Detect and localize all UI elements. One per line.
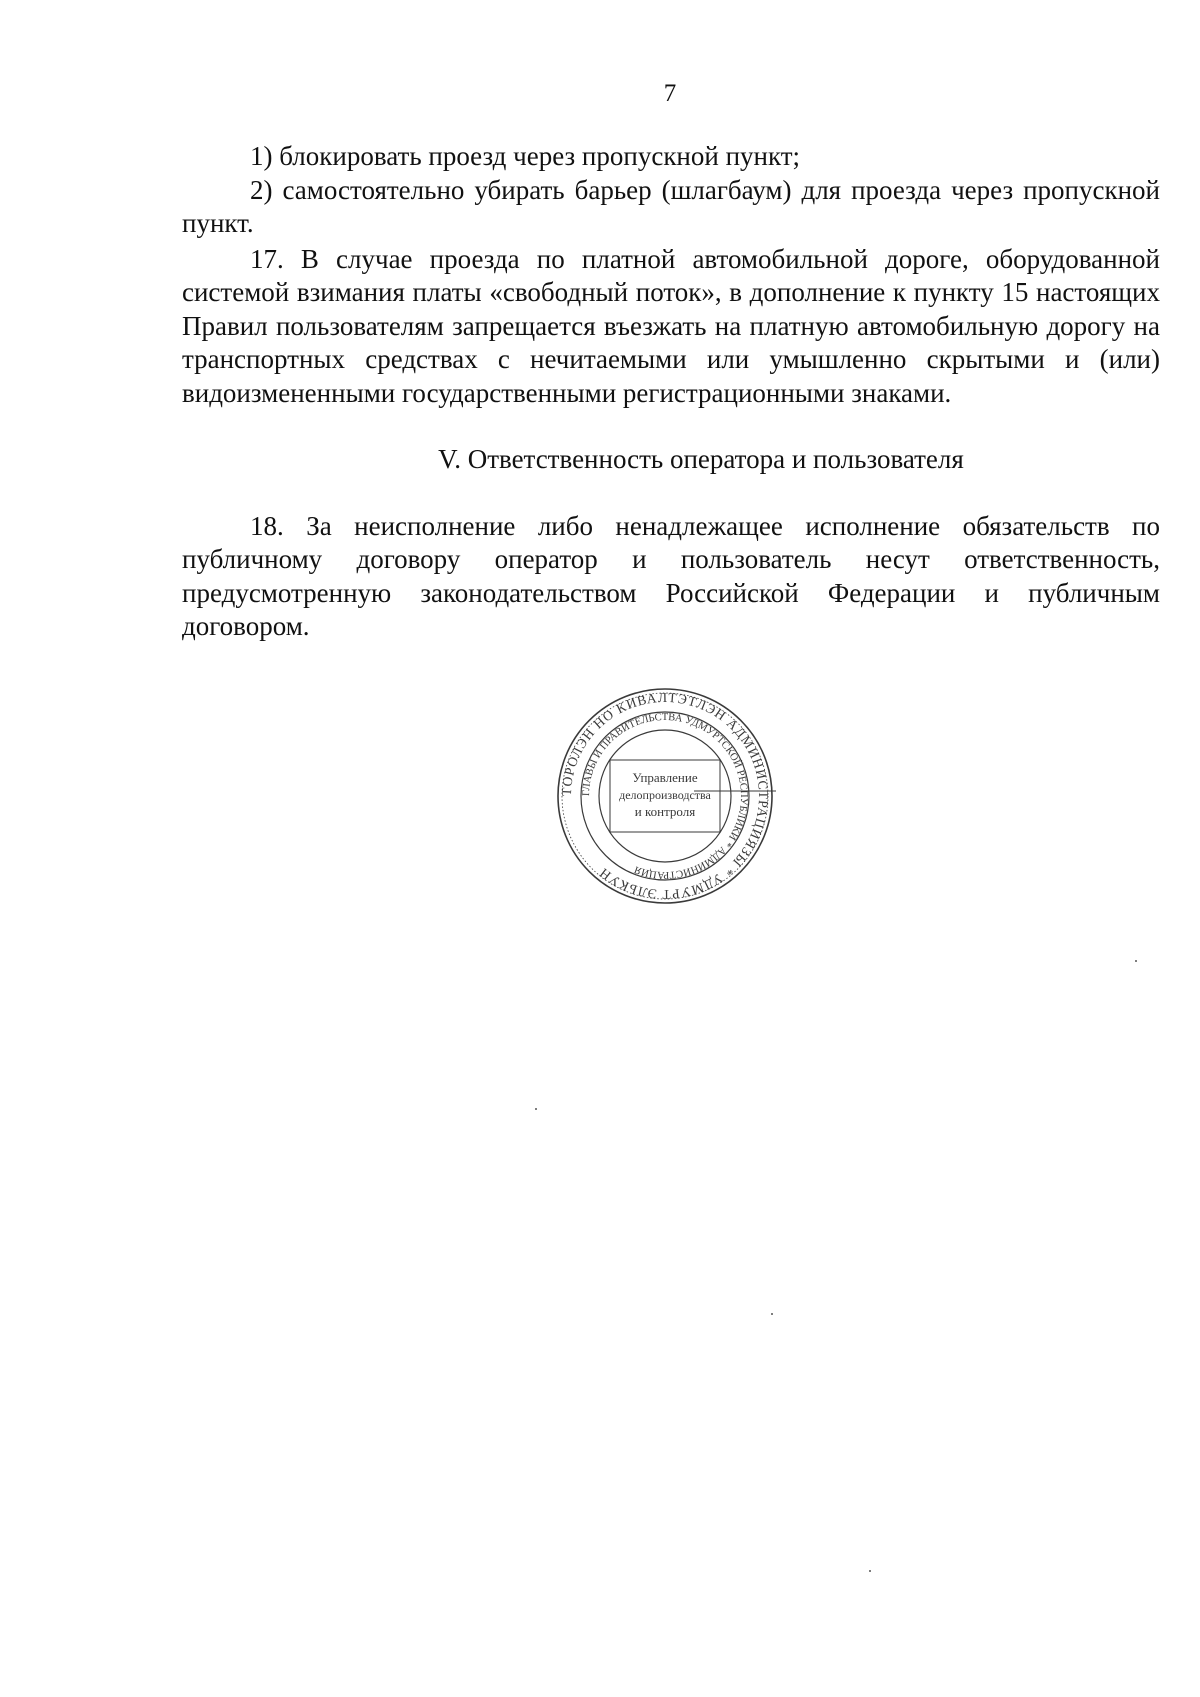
seal-center-line-3: и контроля (634, 804, 696, 819)
official-seal-stamp (554, 685, 776, 907)
paragraph-item-18: 18. За неисполнение либо ненадлежащее исполнение обязательств по публичному договору оператор и пользователь несут ответственность, предусмотренную законодательством Российской Федерации и публичным договором. (182, 510, 1160, 641)
seal-center-line-2: делопроизводства (619, 788, 711, 802)
paragraph-item-17: 17. В случае проезда по платной автомобильной дороге, оборудованной системой взимания платы «свободный поток», в дополнение к пункту 15 настоящих Правил пользователям запрещается въезжать на платную автомобильную дорогу на транспортных средствах с нечитаемыми или умышленно скрытыми и (или) видоизмененными государственными регистрационными знаками. (182, 243, 1160, 408)
seal-inner-text: ГЛАВЫ И ПРАВИТЕЛЬСТВА УДМУРТСКОЙ РЕСПУБЛИКИ * АДМИНИСТРАЦИЯ (580, 711, 750, 881)
document-body (182, 140, 1160, 644)
scan-speck (771, 1313, 773, 1315)
scan-speck (535, 1108, 537, 1110)
paragraph-item-2: 2) самостоятельно убирать барьер (шлагбаум) для проезда через пропускной пункт. (182, 174, 1160, 238)
seal-icon (554, 685, 776, 907)
scan-speck (869, 1570, 871, 1572)
scan-speck (1135, 960, 1137, 962)
section-heading: V. Ответственность оператора и пользователя (438, 444, 964, 474)
page-number: 7 (663, 80, 677, 107)
seal-outer-text: ТОРОЛЭН НО КИВАЛТЭТЛЭН АДМИНИСТРАЦИЯЗЫ * УДМУРТ ЭЛЬКУН (558, 689, 772, 903)
seal-center-line-1: Управление (632, 770, 698, 785)
paragraph-item-1: 1) блокировать проезд через пропускной пункт; (250, 141, 801, 171)
